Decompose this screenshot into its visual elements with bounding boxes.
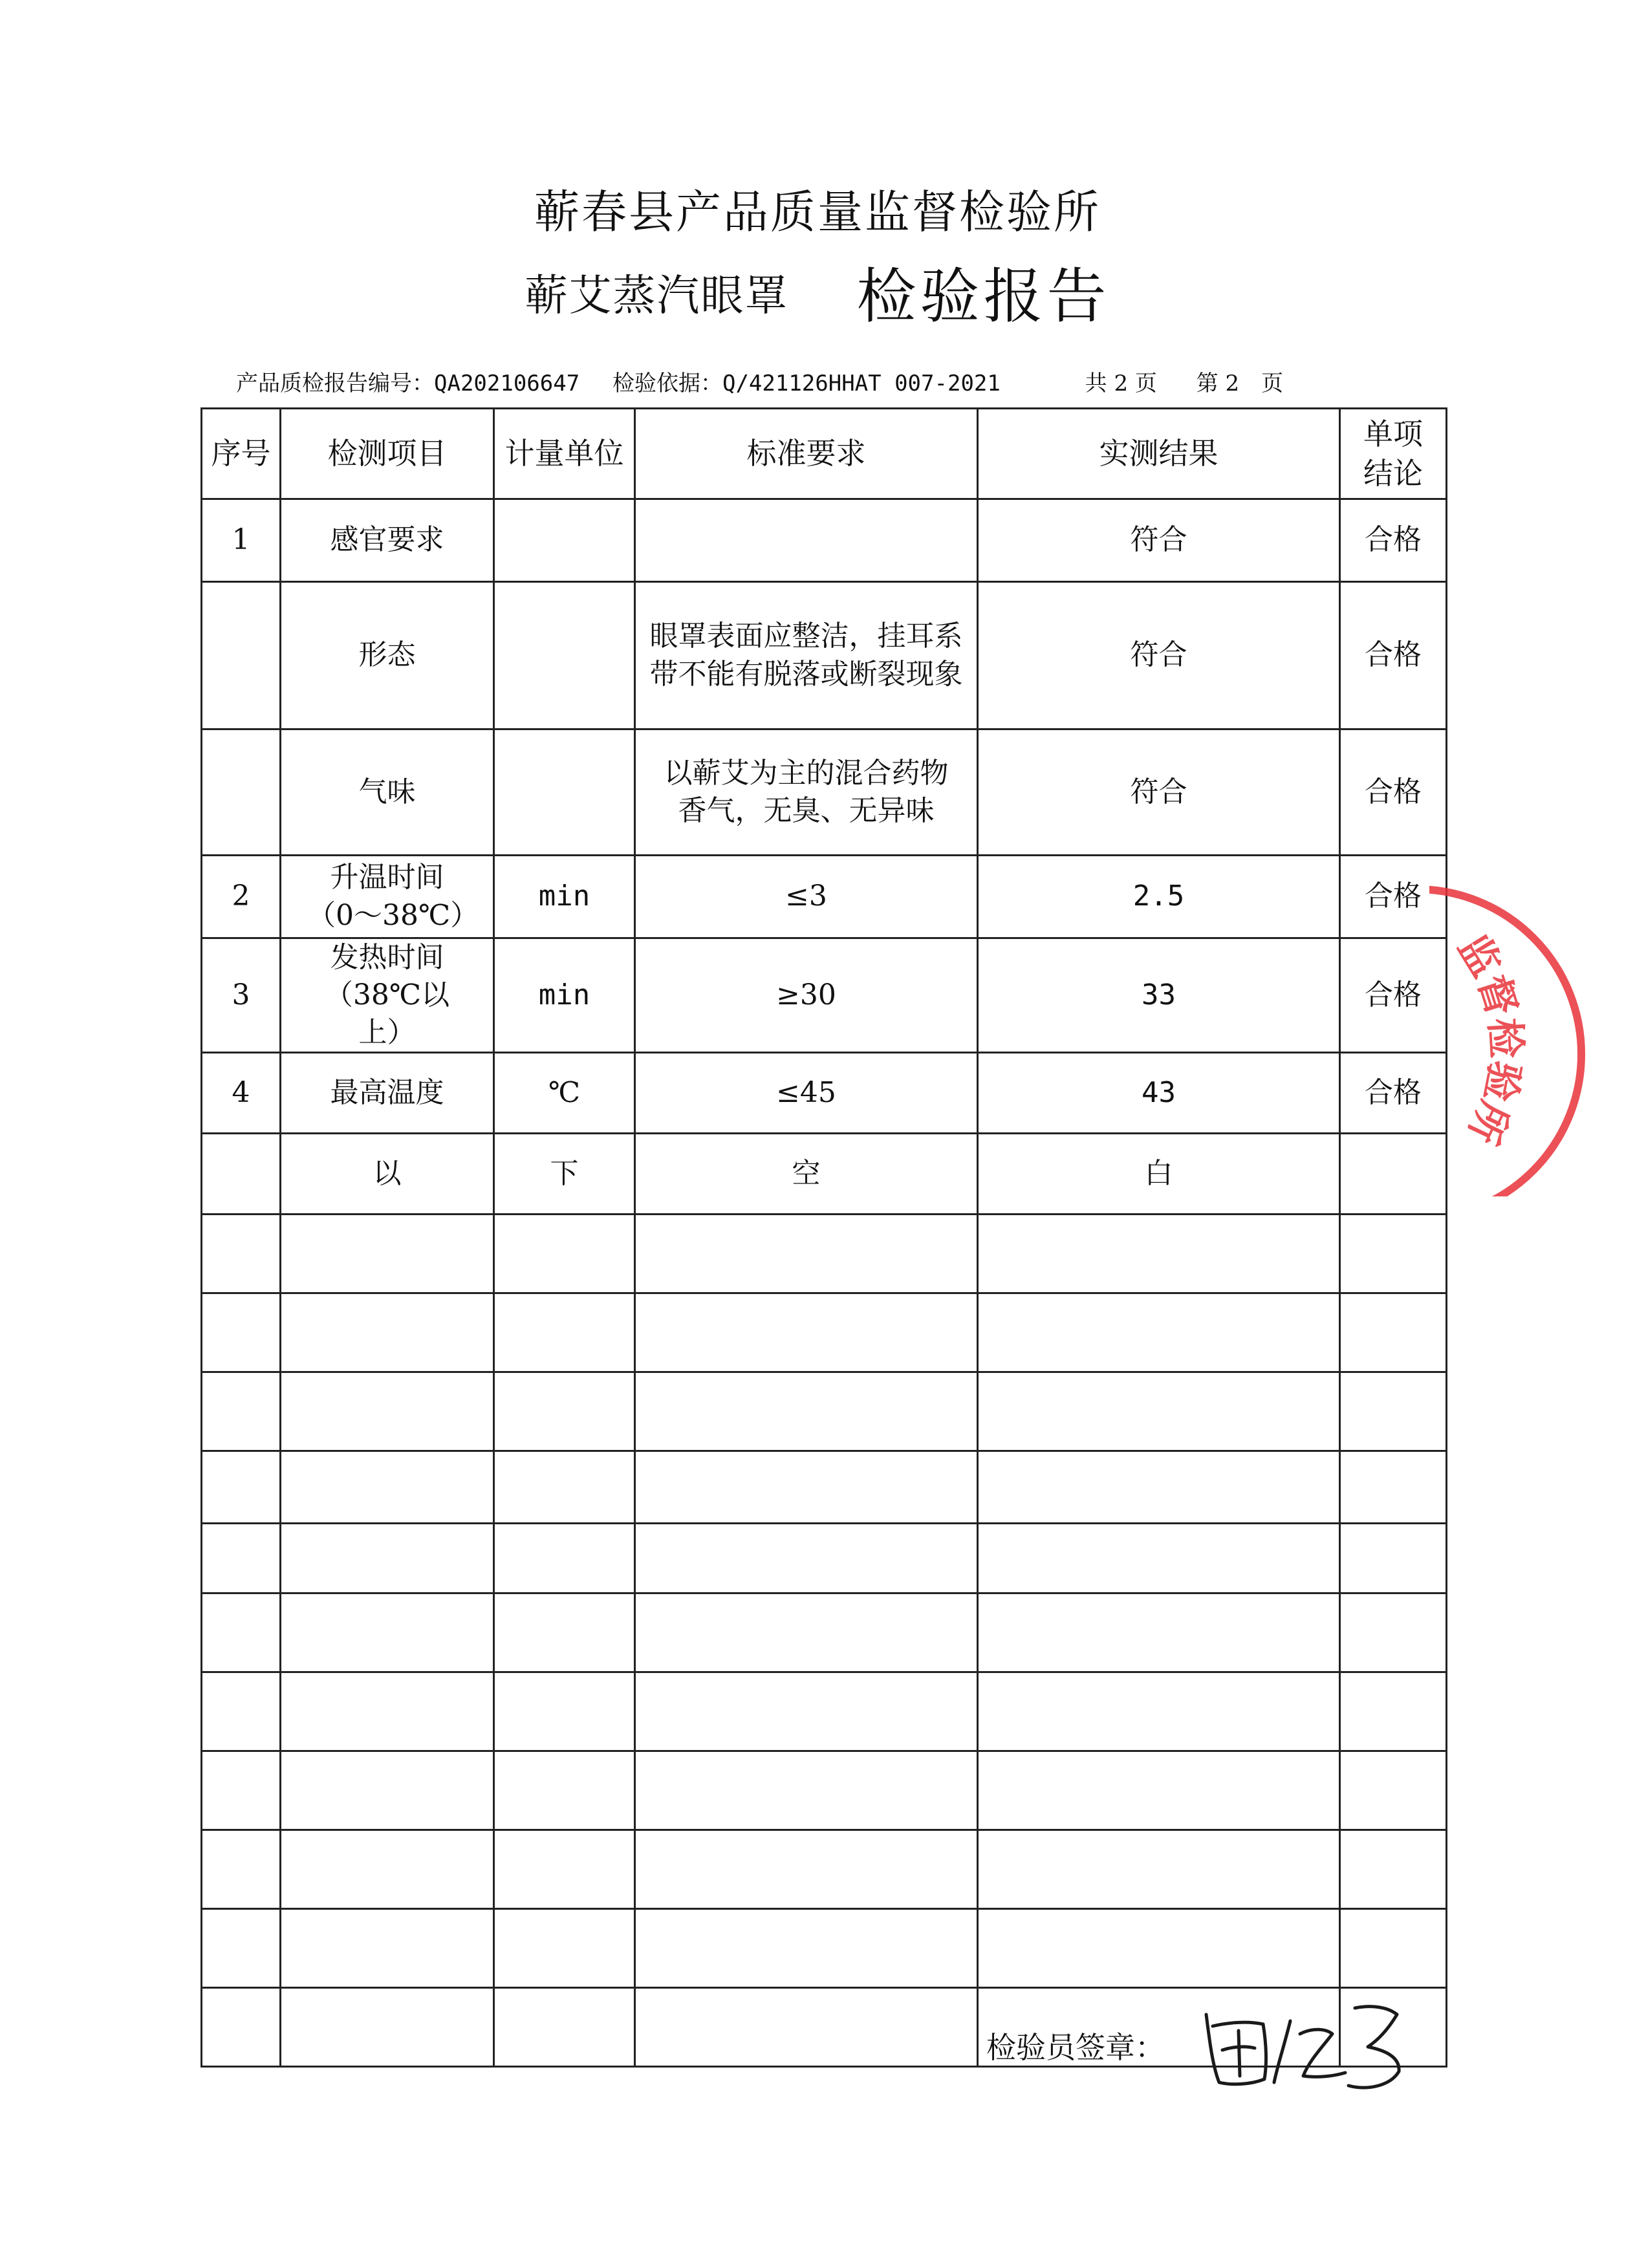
empty-cell — [281, 1909, 494, 1988]
cell-item: 感官要求 — [281, 499, 494, 582]
cell-no — [202, 1134, 281, 1215]
empty-cell — [635, 1293, 978, 1372]
seal-text: 监督检验所 — [1449, 926, 1530, 1151]
cell-verdict: 合格 — [1340, 1053, 1447, 1134]
cell-standard: 空 — [635, 1134, 978, 1215]
empty-cell — [978, 1830, 1340, 1909]
cell-unit: 下 — [494, 1134, 635, 1215]
table-row — [202, 856, 1447, 938]
report-no: QA202106647 — [434, 371, 580, 396]
table-row — [202, 729, 1447, 856]
empty-cell — [1340, 1215, 1447, 1293]
empty-cell — [978, 1293, 1340, 1372]
cell-verdict: 合格 — [1340, 582, 1447, 729]
cell-verdict: 合格 — [1340, 499, 1447, 582]
empty-cell — [202, 1909, 281, 1988]
cell-unit: min — [494, 938, 635, 1053]
empty-cell — [202, 1372, 281, 1451]
inspection-table — [200, 407, 1447, 2068]
empty-cell — [1340, 1593, 1447, 1672]
empty-cell — [281, 1672, 494, 1751]
empty-cell — [978, 1524, 1340, 1593]
empty-cell — [202, 1988, 281, 2067]
total-pages: 共 2 页 — [1085, 371, 1157, 396]
cell-unit — [494, 729, 635, 856]
empty-cell — [1340, 1751, 1447, 1830]
cell-standard: ≤3 — [635, 856, 978, 938]
cell-result: 符合 — [978, 582, 1340, 729]
cell-result: 白 — [978, 1134, 1340, 1215]
cell-unit: min — [494, 856, 635, 938]
cell-standard: 以蕲艾为主的混合药物香气，无臭、无异味 — [635, 729, 978, 856]
empty-cell — [281, 1751, 494, 1830]
empty-cell — [281, 1830, 494, 1909]
empty-cell — [635, 1988, 978, 2067]
empty-row — [202, 1451, 1447, 1524]
report-title: 检验报告 — [856, 262, 1110, 331]
header-no: 序号 — [202, 409, 281, 499]
cell-no: 4 — [202, 1053, 281, 1134]
empty-row — [202, 1215, 1447, 1293]
empty-cell — [202, 1593, 281, 1672]
empty-cell — [494, 1751, 635, 1830]
empty-cell — [635, 1524, 978, 1593]
empty-cell — [281, 1593, 494, 1672]
table-row — [202, 938, 1447, 1053]
table-row — [202, 499, 1447, 582]
official-seal — [1429, 860, 1635, 1196]
cell-unit — [494, 499, 635, 582]
header-verdict: 单项结论 — [1340, 409, 1447, 499]
empty-cell — [494, 1372, 635, 1451]
report-title-line — [0, 249, 1635, 334]
empty-cell — [494, 1909, 635, 1988]
empty-cell — [635, 1593, 978, 1672]
cell-result: 43 — [978, 1053, 1340, 1134]
empty-cell — [1340, 1524, 1447, 1593]
cell-verdict: 合格 — [1340, 729, 1447, 856]
empty-cell — [281, 1293, 494, 1372]
cell-result: 2.5 — [978, 856, 1340, 938]
cell-item: 发热时间（38℃以上） — [281, 938, 494, 1053]
empty-cell — [1340, 1672, 1447, 1751]
empty-row — [202, 1524, 1447, 1593]
empty-cell — [202, 1215, 281, 1293]
header-standard: 标准要求 — [635, 409, 978, 499]
empty-cell — [978, 1372, 1340, 1451]
header-result: 实测结果 — [978, 409, 1340, 499]
empty-row — [202, 1909, 1447, 1988]
empty-cell — [202, 1672, 281, 1751]
header-item: 检测项目 — [281, 409, 494, 499]
empty-cell — [635, 1215, 978, 1293]
empty-cell — [635, 1451, 978, 1524]
empty-row — [202, 1372, 1447, 1451]
empty-cell — [494, 1593, 635, 1672]
cell-item: 最高温度 — [281, 1053, 494, 1134]
empty-cell — [1340, 1451, 1447, 1524]
cell-no — [202, 582, 281, 729]
cell-standard — [635, 499, 978, 582]
cell-result: 33 — [978, 938, 1340, 1053]
empty-row — [202, 1672, 1447, 1751]
cell-verdict: 合格 — [1340, 856, 1447, 938]
table-header-row — [202, 409, 1447, 499]
empty-cell — [635, 1672, 978, 1751]
empty-cell — [281, 1988, 494, 2067]
cell-item: 气味 — [281, 729, 494, 856]
table-row — [202, 1134, 1447, 1215]
empty-cell — [1340, 1372, 1447, 1451]
page-number: 第 2 页 — [1196, 371, 1284, 396]
basis-value: Q/421126HHAT 007-2021 — [722, 371, 1001, 396]
cell-standard: 眼罩表面应整洁，挂耳系带不能有脱落或断裂现象 — [635, 582, 978, 729]
cell-verdict: 合格 — [1340, 938, 1447, 1053]
empty-cell — [494, 1988, 635, 2067]
empty-cell — [494, 1524, 635, 1593]
empty-cell — [281, 1215, 494, 1293]
table-row — [202, 1053, 1447, 1134]
empty-cell — [281, 1451, 494, 1524]
cell-standard: ≤45 — [635, 1053, 978, 1134]
empty-cell — [1340, 1909, 1447, 1988]
header-unit: 计量单位 — [494, 409, 635, 499]
empty-cell — [978, 1909, 1340, 1988]
empty-cell — [202, 1293, 281, 1372]
report-no-label: 产品质检报告编号： — [236, 371, 434, 396]
empty-row — [202, 1751, 1447, 1830]
empty-cell — [494, 1830, 635, 1909]
basis-label: 检验依据： — [612, 371, 722, 396]
cell-no — [202, 729, 281, 856]
empty-cell — [494, 1215, 635, 1293]
cell-item: 升温时间（0～38℃） — [281, 856, 494, 938]
empty-cell — [202, 1451, 281, 1524]
svg-text:监督检验所 — [1449, 926, 1530, 1150]
handwritten-signature — [1193, 1995, 1413, 2099]
cell-standard: ≥30 — [635, 938, 978, 1053]
cell-unit: ℃ — [494, 1053, 635, 1134]
cell-result: 符合 — [978, 499, 1340, 582]
cell-no: 3 — [202, 938, 281, 1053]
product-name: 蕲艾蒸汽眼罩 — [525, 270, 789, 321]
empty-cell — [635, 1751, 978, 1830]
empty-cell — [635, 1830, 978, 1909]
cell-result: 符合 — [978, 729, 1340, 856]
report-meta — [236, 365, 1283, 397]
cell-item: 形态 — [281, 582, 494, 729]
table-row — [202, 582, 1447, 729]
empty-cell — [494, 1451, 635, 1524]
empty-cell — [978, 1451, 1340, 1524]
empty-cell — [494, 1293, 635, 1372]
cell-no: 2 — [202, 856, 281, 938]
cell-item: 以 — [281, 1134, 494, 1215]
empty-cell — [494, 1672, 635, 1751]
cell-unit — [494, 582, 635, 729]
empty-cell — [202, 1524, 281, 1593]
empty-cell — [202, 1751, 281, 1830]
institution-title: 蕲春县产品质量监督检验所 — [534, 186, 1101, 239]
empty-cell — [635, 1372, 978, 1451]
empty-cell — [978, 1672, 1340, 1751]
empty-cell — [281, 1372, 494, 1451]
empty-row — [202, 1830, 1447, 1909]
empty-cell — [978, 1751, 1340, 1830]
empty-row — [202, 1293, 1447, 1372]
inspector-label: 检验员签章： — [986, 2030, 1165, 2065]
empty-cell — [281, 1524, 494, 1593]
empty-cell — [1340, 1830, 1447, 1909]
empty-cell — [1340, 1293, 1447, 1372]
empty-cell — [202, 1830, 281, 1909]
empty-cell — [978, 1593, 1340, 1672]
cell-no: 1 — [202, 499, 281, 582]
empty-cell — [978, 1215, 1340, 1293]
empty-cell — [635, 1909, 978, 1988]
empty-row — [202, 1593, 1447, 1672]
